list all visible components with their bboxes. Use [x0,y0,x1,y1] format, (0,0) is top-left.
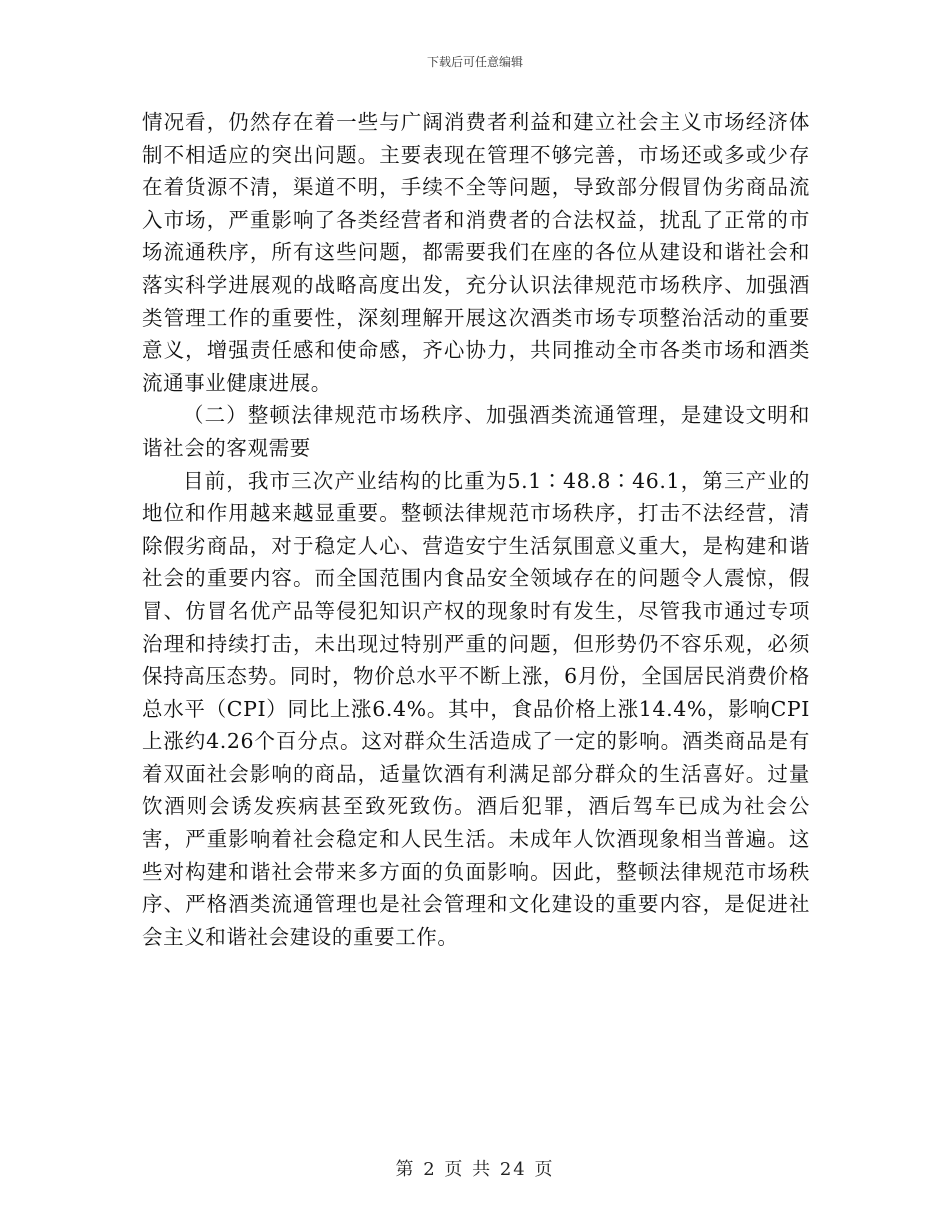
page-header: 下载后可任意编辑 [426,55,523,69]
section-heading-2: （二）整顿法律规范市场秩序、加强酒类流通管理，是建设文明和谐社会的客观需要 [142,403,810,460]
page-number-footer: 第 2 页 共 24 页 [395,1159,555,1180]
paragraph-body: 目前，我市三次产业结构的比重为5.1∶48.8∶46.1，第三产业的地位和作用越来越显重要。整顿法律规范市场秩序，打击不法经营，清除假劣商品，对于稳定人心、营造安宁生活氛围意义重大，是构建和谐社会的重要内容。而全国范围内食品安全领域存在的问题令人震惊，假冒、仿冒名优产品等侵犯知识产权的现象时有发生，尽管我市通过专项治理和持续打击，未出现过特别严重的问题，但形势仍不容乐观，必须保持高压态势。同时，物价总水平不断上涨，6月份，全国居民消费价格总水平（CPI）同比上涨6.4%。其中，食品价格上涨14.4%，影响CPI上涨约4.26个百分点。这对群众生活造成了一定的影响。酒类商品是有着双面社会影响的商品，适量饮酒有利满足部分群众的生活喜好。过量饮酒则会诱发疾病甚至致死致伤。酒后犯罪，酒后驾车已成为社会公害，严重影响着社会稳定和人民生活。未成年人饮酒现象相当普遍。这些对构建和谐社会带来多方面的负面影响。因此，整顿法律规范市场秩序、严格酒类流通管理也是社会管理和文化建设的重要内容，是促进社会主义和谐社会建设的重要工作。 [142,468,810,949]
paragraph-continuation: 情况看，仍然存在着一些与广阔消费者利益和建立社会主义市场经济体制不相适应的突出问题。主要表现在管理不够完善，市场还或多或少存在着货源不清，渠道不明，手续不全等问题，导致部分假冒伪劣商品流入市场，严重影响了各类经营者和消费者的合法权益，扰乱了正常的市场流通秩序，所有这些问题，都需要我们在座的各位从建设和谐社会和落实科学进展观的战略高度出发，充分认识法律规范市场秩序、加强酒类管理工作的重要性，深刻理解开展这次酒类市场专项整治活动的重要意义，增强责任感和使命感，齐心协力，共同推动全市各类市场和酒类流通事业健康进展。 [142,110,810,395]
document-body [142,106,810,953]
